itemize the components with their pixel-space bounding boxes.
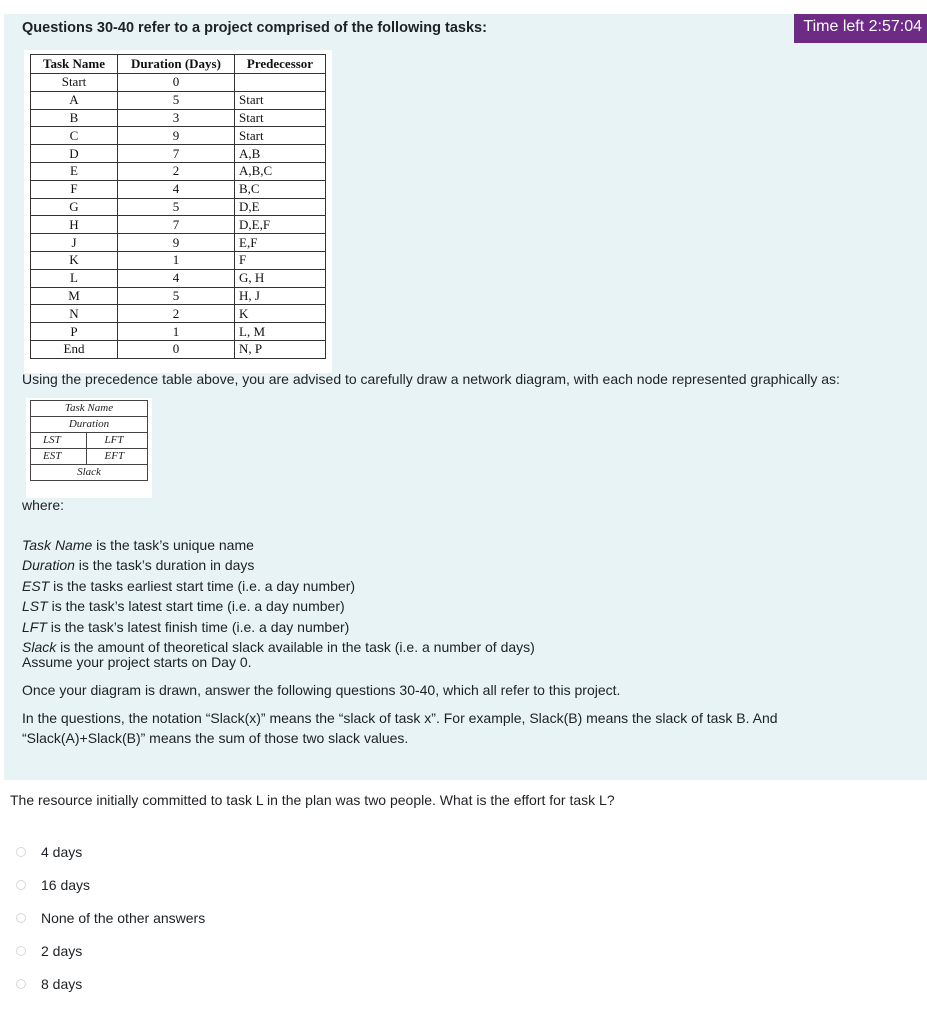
legend-lst-lft-row [31,433,147,449]
cell-predecessor: N, P [235,340,326,358]
definition-text: is the task’s unique name [92,537,254,553]
legend-duration: Duration [31,417,147,433]
cell-predecessor: F [235,251,326,269]
legend-eft: EFT [86,449,148,464]
cell-predecessor: D,E [235,198,326,216]
definition-term: LST [22,598,48,615]
table-row [31,234,326,252]
definition-text: is the task’s duration in days [74,557,255,574]
table-body [31,74,326,359]
table-row [31,91,326,109]
node-legend-image [26,398,152,498]
definition-item [22,617,535,637]
cell-duration: 4 [118,180,235,198]
radio-button[interactable] [16,979,26,989]
once-drawn-text: Once your diagram is drawn, answer the following questions 30-40, which all refer to this project. [22,682,621,698]
answer-option[interactable] [16,967,205,1000]
radio-button[interactable] [16,946,26,956]
cell-predecessor: A,B,C [235,162,326,180]
table-row [31,109,326,127]
cell-task-name: C [31,127,118,145]
cell-duration: 2 [118,162,235,180]
questions-heading: Questions 30-40 refer to a project comprised of the following tasks: [22,20,487,36]
cell-task-name: A [31,91,118,109]
cell-predecessor: A,B [235,145,326,163]
definitions-list [22,535,535,657]
cell-duration: 9 [118,234,235,252]
header-task-name: Task Name [31,55,118,74]
cell-task-name: N [31,305,118,323]
cell-duration: 1 [118,323,235,341]
cell-task-name: H [31,216,118,234]
definition-item [22,535,535,555]
answer-option[interactable] [16,869,205,902]
definition-term: LFT [22,618,47,635]
cell-task-name: Start [31,74,118,92]
cell-duration: 5 [118,287,235,305]
time-left-timer: Time left 2:57:04 [794,14,927,43]
table-row [31,269,326,287]
cell-task-name: F [31,180,118,198]
cell-predecessor: E,F [235,234,326,252]
header-predecessor: Predecessor [235,55,326,74]
legend-est-eft-row [31,449,147,465]
cell-task-name: P [31,323,118,341]
assume-text: Assume your project starts on Day 0. [22,654,252,670]
definition-term: Slack [22,639,57,656]
table-row [31,74,326,92]
table-row [31,323,326,341]
definition-item [22,555,535,575]
answer-label: 4 days [41,844,83,861]
cell-predecessor: Start [235,91,326,109]
radio-button[interactable] [16,847,26,857]
definition-term: EST [22,577,50,594]
cell-task-name: G [31,198,118,216]
notation-text: In the questions, the notation “Slack(x)” means the “slack of task x”. For example, Slack(B) means the slack of task B. And “Slack(A)+Slack(B)” means the sum of those two slack values. [22,710,778,746]
where-label: where: [22,497,65,513]
answer-option[interactable] [16,902,205,935]
table-row [31,305,326,323]
legend-lft: LFT [86,433,148,448]
legend-slack: Slack [77,466,101,478]
question-text: The resource initially committed to task L in the plan was two people. What is the effort for task L? [10,792,615,808]
legend-est: EST [43,450,62,462]
legend-task-name: Task Name [31,401,147,417]
question-info-panel [4,14,927,780]
cell-task-name: L [31,269,118,287]
definition-text: is the task’s latest finish time (i.e. a day number) [46,618,350,635]
table-row [31,162,326,180]
table-row [31,287,326,305]
table-row [31,198,326,216]
cell-predecessor: K [235,305,326,323]
node-legend [30,400,148,481]
definition-text: is the tasks earliest start time (i.e. a day number) [49,577,356,594]
table-header-row [31,55,326,74]
answer-label: 8 days [41,975,83,992]
precedence-table [30,54,326,359]
table-row [31,145,326,163]
answer-options [16,836,205,1000]
table-row [31,216,326,234]
cell-duration: 0 [118,74,235,92]
answer-label: None of the other answers [41,909,206,926]
cell-task-name: M [31,287,118,305]
definition-term: Duration [22,557,75,574]
answer-label: 16 days [41,877,91,894]
answer-label: 2 days [41,942,83,959]
cell-duration: 9 [118,127,235,145]
answer-option[interactable] [16,934,205,967]
cell-duration: 2 [118,305,235,323]
cell-predecessor: H, J [235,287,326,305]
cell-duration: 7 [118,216,235,234]
cell-predecessor: G, H [235,269,326,287]
cell-duration: 7 [118,145,235,163]
cell-task-name: B [31,109,118,127]
cell-duration: 5 [118,91,235,109]
radio-button[interactable] [16,880,26,890]
definition-item [22,576,535,596]
radio-button[interactable] [16,913,26,923]
cell-duration: 1 [118,251,235,269]
cell-task-name: J [31,234,118,252]
precedence-table-image [24,50,332,373]
definition-term: Task Name [22,537,93,553]
cell-predecessor: B,C [235,180,326,198]
definition-text: is the task’s latest start time (i.e. a day number) [47,598,345,615]
table-row [31,251,326,269]
cell-duration: 3 [118,109,235,127]
cell-predecessor: L, M [235,323,326,341]
cell-task-name: D [31,145,118,163]
cell-predecessor: Start [235,109,326,127]
table-row [31,340,326,358]
cell-predecessor: D,E,F [235,216,326,234]
diagram-instructions: Using the precedence table above, you are advised to carefully draw a network diagram, with each node represented graphically as: [22,371,840,387]
cell-predecessor: Start [235,127,326,145]
definition-item [22,596,535,616]
cell-task-name: End [31,340,118,358]
cell-task-name: E [31,162,118,180]
table-row [31,180,326,198]
cell-duration: 0 [118,340,235,358]
cell-task-name: K [31,251,118,269]
table-row [31,127,326,145]
header-duration: Duration (Days) [118,55,235,74]
cell-duration: 5 [118,198,235,216]
answer-option[interactable] [16,836,205,869]
cell-duration: 4 [118,269,235,287]
legend-lst: LST [43,434,61,446]
definition-text: is the amount of theoretical slack available in the task (i.e. a number of days) [56,639,535,656]
cell-predecessor [235,74,326,92]
